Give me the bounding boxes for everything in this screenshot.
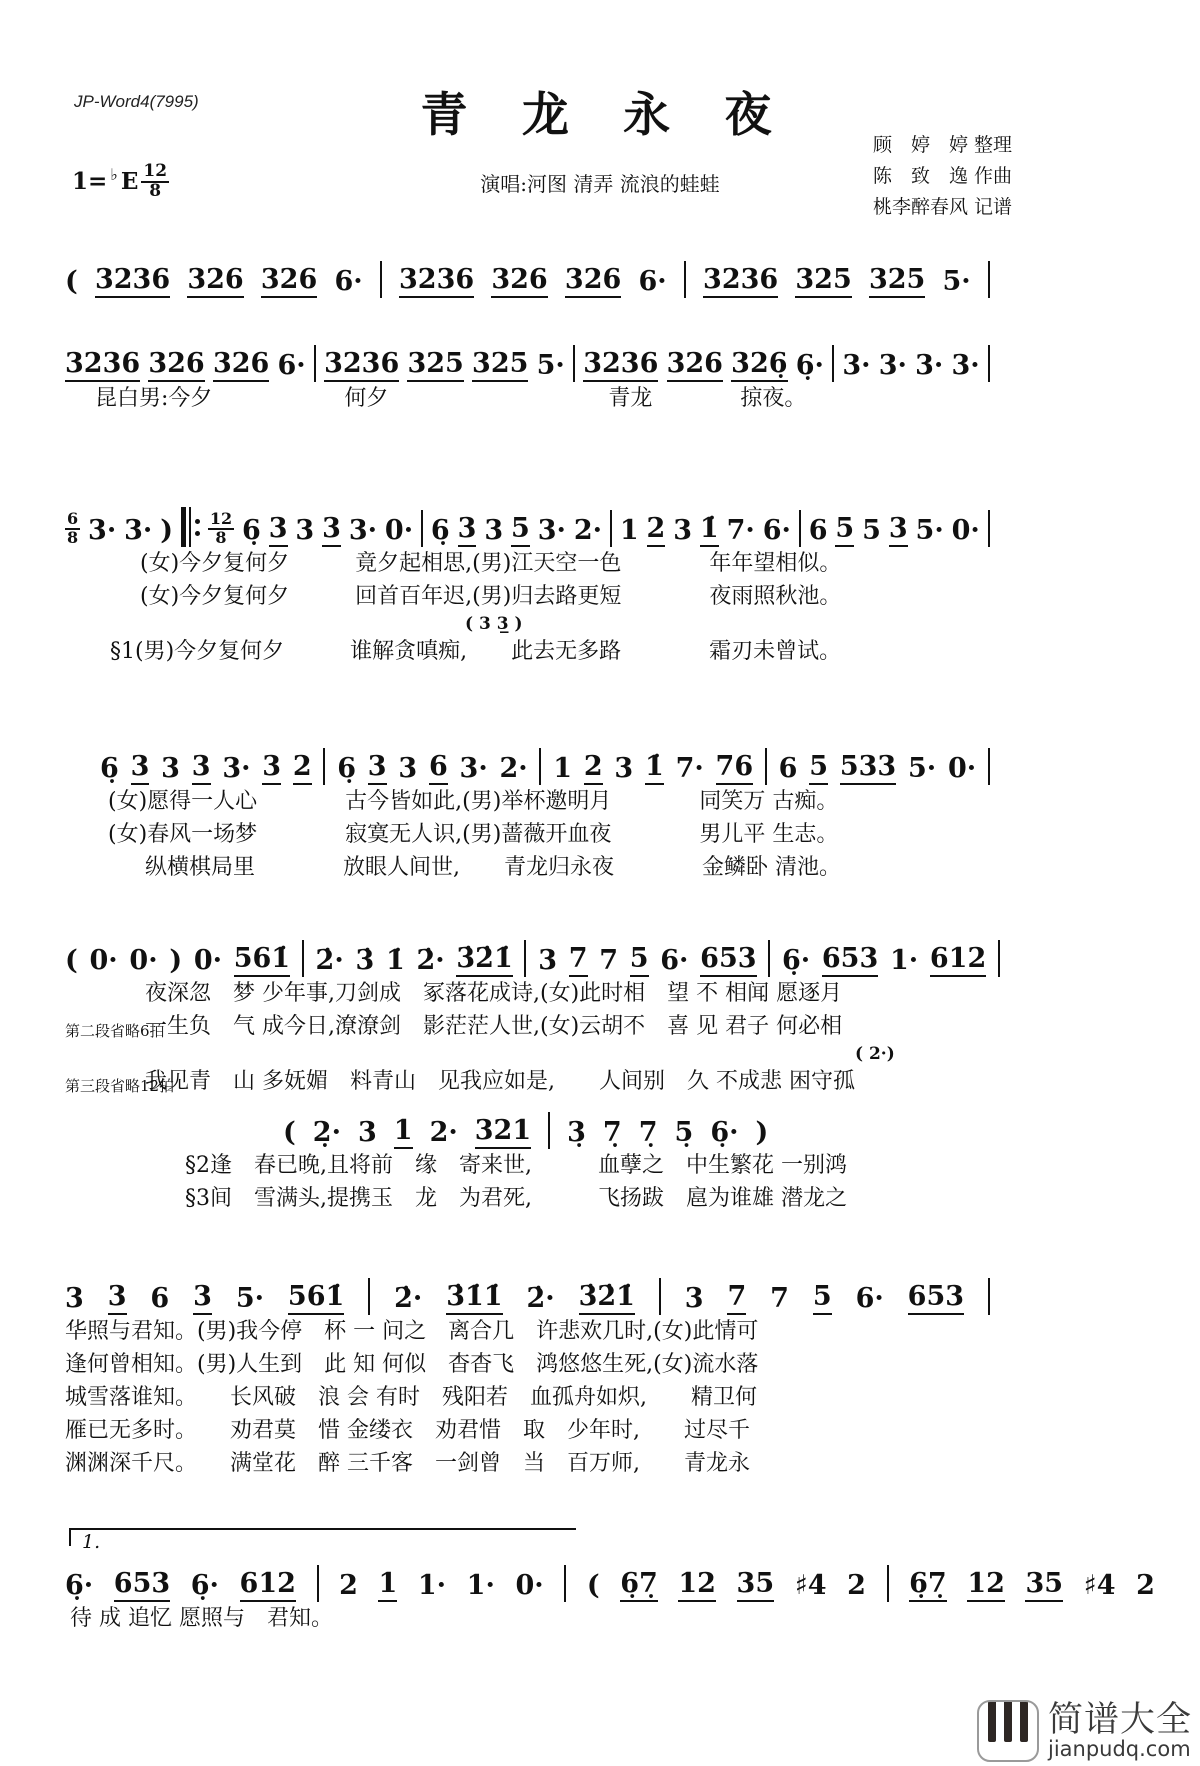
- lyric-text: (女)愿得一人心 古今皆如此,(男)举杯邀明月 同笑万 古痴。: [108, 789, 839, 814]
- note-token: 326: [187, 266, 243, 298]
- note-token: 3·: [951, 350, 980, 381]
- note-token: 3: [269, 515, 288, 547]
- lyric-line: [65, 580, 990, 613]
- note-token: 35: [1025, 1570, 1063, 1602]
- barline: [314, 345, 316, 382]
- note-token: 6: [778, 753, 798, 784]
- note-token: 325: [407, 350, 463, 382]
- site-brand: 简谱大全: [1047, 1700, 1192, 1741]
- note-token: 2̣·: [312, 1117, 341, 1148]
- note-token: (: [283, 1117, 296, 1148]
- note-token: 612: [240, 1570, 296, 1602]
- note-token: 7̣: [602, 1117, 622, 1148]
- notation-line: [100, 731, 990, 785]
- note-token: 3·: [915, 350, 944, 381]
- barline: [659, 1278, 661, 1315]
- note-token: 2·: [573, 515, 602, 546]
- note-token: (: [65, 266, 78, 297]
- note-token: 2: [293, 753, 312, 785]
- lyric-text: 雁已无多时。 劝君莫 惜 金缕衣 劝君惜 取 少年时, 过尽千: [65, 1418, 750, 1443]
- note-token: 3236: [95, 266, 170, 298]
- key-note: E: [120, 168, 139, 196]
- note-token: 7: [770, 1283, 789, 1314]
- lyric-text: ( 3 3̲ ): [465, 614, 523, 634]
- note-token: 325: [472, 350, 528, 382]
- note-token: 3: [398, 753, 418, 784]
- note-token: 76: [716, 753, 754, 785]
- note-token: 561̇: [234, 945, 290, 977]
- lyric-line: [65, 1010, 1000, 1043]
- note-token: 1·: [417, 1570, 447, 1601]
- note-token: 3·: [878, 350, 907, 381]
- time-signature: 12 8: [143, 161, 168, 201]
- note-token: 6·: [334, 266, 363, 297]
- note-token: 1: [378, 1570, 397, 1602]
- lyric-line: [65, 977, 1000, 1010]
- volta-label: 1.: [82, 1531, 101, 1553]
- inline-annotation: [65, 1043, 1000, 1065]
- note-token: 2̇·: [394, 1283, 423, 1314]
- lyric-text: 渊渊深千尺。 满堂花 醉 三千客 一剑曾 当 百万师, 青龙永: [65, 1451, 750, 1476]
- lyric-text: 昆白男:今夕 何夕 青龙 掠夜。: [95, 386, 807, 411]
- notation-line: [65, 244, 990, 298]
- note-token: 6̣: [100, 753, 119, 784]
- note-token: 326: [213, 350, 269, 382]
- site-watermark-text: [1048, 1702, 1192, 1760]
- note-token: 3·: [842, 350, 871, 381]
- key-signature: [72, 163, 169, 201]
- lyric-line: [65, 1381, 990, 1414]
- lyric-line: [65, 635, 990, 668]
- lyric-text: §2逢 春已晚,且将前 缘 寄来世, 血孽之 中生繁花 一别鸿: [185, 1153, 847, 1178]
- note-token: 3̣: [567, 1117, 586, 1148]
- note-token: 6̣·: [781, 945, 811, 976]
- note-token: 3236: [399, 266, 474, 298]
- barline: [564, 1565, 566, 1602]
- lyric-line: [65, 1414, 990, 1447]
- note-token: 2: [1136, 1570, 1155, 1601]
- note-token: 6̣·: [65, 1570, 94, 1601]
- note-token: 5: [809, 753, 828, 785]
- lyric-line: [65, 1182, 1000, 1215]
- barline: [573, 345, 575, 382]
- note-token: 7·: [675, 753, 704, 784]
- note-token: 2·: [499, 753, 528, 784]
- notation-line: [65, 1548, 1155, 1602]
- note-token: 326: [667, 350, 723, 382]
- lyric-line: [65, 547, 990, 580]
- barline: [548, 1112, 550, 1149]
- notation-line: [65, 1261, 990, 1315]
- note-token: 3: [684, 1283, 704, 1314]
- lyric-text: (女)今夕复何夕 竟夕起相思,(男)江天空一色 年年望相似。: [140, 551, 842, 576]
- note-token: 653: [908, 1283, 964, 1315]
- lyric-text: ( 2·): [855, 1044, 895, 1064]
- key-text: 1=: [72, 168, 108, 196]
- lyric-text: 逢何曾相知。(男)人生到 此 知 何似 杳杳飞 鸿悠悠生死,(女)流水落: [65, 1352, 759, 1377]
- note-token: 325: [795, 266, 851, 298]
- barline: [317, 1565, 319, 1602]
- note-token: 6: [808, 515, 828, 546]
- notation-system-4: [100, 731, 990, 884]
- lyric-text: 纵横棋局里 放眼人间世, 青龙归永夜 金鳞卧 清池。: [145, 855, 841, 880]
- note-token: 3: [458, 515, 477, 547]
- note-token: 6: [150, 1283, 170, 1314]
- note-token: ♯4: [1083, 1570, 1116, 1601]
- note-token: 3: [538, 945, 557, 976]
- note-token: 2̇·: [315, 945, 344, 976]
- note-token: 3·: [537, 515, 566, 546]
- note-token: 0·: [89, 945, 118, 976]
- note-token: 2: [584, 753, 603, 785]
- note-token: 3·: [124, 515, 153, 546]
- barline: [799, 510, 801, 547]
- notation-line: [65, 1098, 1000, 1149]
- credit-transcriber: 桃李醉春风 记谱: [872, 196, 1012, 218]
- note-token: 2̇·: [416, 945, 445, 976]
- note-token: 3: [108, 1283, 127, 1315]
- repeat-begin-sign: [181, 507, 200, 547]
- note-token: 3̇: [355, 945, 375, 976]
- note-token: 6·: [855, 1283, 884, 1314]
- note-token: 6: [429, 753, 448, 785]
- volta-bracket-1: [69, 1528, 576, 1553]
- note-token: 326̣: [731, 350, 787, 382]
- barline: [539, 748, 541, 785]
- note-token: 3: [193, 1283, 212, 1315]
- note-token: 35: [737, 1570, 775, 1602]
- barline: [610, 510, 612, 547]
- note-token: 1·: [466, 1570, 495, 1601]
- inline-annotation: [65, 613, 990, 635]
- barline: [988, 748, 990, 785]
- lyric-text: 城雪落谁知。 长风破 浪 会 有时 残阳若 血孤舟如炽, 精卫何: [65, 1385, 757, 1410]
- note-token: 6·: [660, 945, 689, 976]
- note-token: 612: [930, 945, 986, 977]
- note-token: 7: [569, 945, 588, 977]
- barline: [421, 510, 423, 547]
- note-token: 326: [261, 266, 317, 298]
- barline: [988, 510, 990, 547]
- piano-keys-icon: [977, 1700, 1039, 1762]
- note-token: 6·: [762, 515, 791, 546]
- note-token: 6̣·: [795, 350, 824, 381]
- lyric-text: §3间 雪满头,提携玉 龙 为君死, 飞扬跋 扈为谁雄 潜龙之: [185, 1186, 847, 1211]
- note-token: 326: [148, 350, 204, 382]
- notation-system-3: [65, 490, 990, 668]
- notation-line: [65, 490, 990, 547]
- note-token: 6̣: [337, 753, 357, 784]
- lyric-line: [100, 818, 990, 851]
- performer-credit: 演唱:河图 清弄 流浪的蛙蛙: [480, 172, 720, 196]
- barline: [684, 261, 686, 298]
- notation-system-5: [65, 923, 1000, 1215]
- note-token: 0·: [193, 945, 222, 976]
- note-token: 0·: [129, 945, 158, 976]
- barline: [368, 1278, 370, 1315]
- lyric-line: [100, 785, 990, 818]
- note-token: 5: [813, 1283, 832, 1315]
- barline: [524, 940, 526, 977]
- time-signature: 12 8: [209, 509, 233, 548]
- lyric-line: [65, 1065, 1000, 1098]
- note-token: 533: [840, 753, 896, 785]
- note-token: 6̣·: [710, 1117, 739, 1148]
- note-token: 3: [889, 515, 908, 547]
- lyric-text: 华照与君知。(男)我今停 杯 一 问之 离合几 许悲欢几时,(女)此情可: [65, 1319, 759, 1344]
- note-token: 1·: [889, 945, 919, 976]
- notation-system-7: [65, 1528, 1155, 1635]
- note-token: ): [169, 945, 183, 976]
- barline: [988, 345, 990, 382]
- note-token: 3·: [222, 753, 251, 784]
- lyric-line: [65, 1315, 990, 1348]
- note-token: 5·: [536, 350, 565, 381]
- note-token: 7: [599, 945, 619, 976]
- lyric-text: 一生负 气 成今日,潦潦剑 影茫茫人世,(女)云胡不 喜 见 君子 何必相: [145, 1014, 843, 1039]
- time-signature: 6 8: [67, 509, 79, 548]
- note-token: 2: [339, 1570, 358, 1601]
- barline: [765, 748, 767, 785]
- note-token: 3·: [88, 515, 117, 546]
- note-token: 5·: [915, 515, 944, 546]
- note-token: 653: [700, 945, 756, 977]
- note-token: (: [65, 945, 78, 976]
- note-token: 3236: [65, 350, 140, 382]
- note-token: 7̣: [638, 1117, 658, 1148]
- lyric-text: 夜深忽 梦 少年事,刀剑成 冢落花成诗,(女)此时相 望 不 相闻 愿逐月: [145, 981, 843, 1006]
- note-token: 6̣·: [190, 1570, 219, 1601]
- note-token: 1̇: [385, 945, 405, 976]
- note-token: 3: [131, 753, 150, 785]
- note-token: 12: [967, 1570, 1005, 1602]
- note-token: (: [586, 1570, 600, 1601]
- note-token: 3: [614, 753, 634, 784]
- note-token: 1̇: [700, 515, 719, 547]
- barline: [998, 940, 1000, 977]
- note-token: 653: [114, 1570, 170, 1602]
- generator-watermark: JP-Word4(7995): [74, 92, 199, 111]
- note-token: 6̣7̣: [909, 1570, 947, 1602]
- notation-system-2: [65, 328, 990, 415]
- note-token: 0·: [947, 753, 977, 784]
- note-token: 1: [619, 515, 639, 546]
- lyric-line: [65, 1447, 990, 1480]
- barline: [302, 940, 304, 977]
- note-token: 3: [484, 515, 504, 546]
- note-token: 6·: [638, 266, 667, 297]
- note-token: 5·: [235, 1283, 264, 1314]
- note-token: 653: [822, 945, 878, 977]
- note-token: 2: [647, 515, 666, 547]
- note-token: ♯4: [794, 1570, 827, 1601]
- barline: [887, 1565, 889, 1602]
- lyric-line: [65, 1149, 1000, 1182]
- note-token: 5: [511, 515, 530, 547]
- barline: [988, 1278, 990, 1315]
- section-skip-label: 第二段省略6拍: [65, 1022, 165, 1040]
- note-token: 2̇·: [526, 1283, 555, 1314]
- credits-block: [873, 130, 1012, 223]
- note-token: 3̇2̇1̇: [456, 945, 512, 977]
- note-token: 3: [65, 1283, 84, 1314]
- lyric-text: 我见青 山 多妩媚 料青山 见我应如是, 人间别 久 不成悲 困守孤: [145, 1069, 855, 1094]
- lyric-line: [65, 1348, 990, 1381]
- note-token: 3: [322, 515, 341, 547]
- note-token: 2·: [429, 1117, 458, 1148]
- note-token: 561̇: [288, 1283, 344, 1315]
- note-token: 6·: [277, 350, 306, 381]
- note-token: 0·: [384, 515, 414, 546]
- note-token: 3236: [324, 350, 399, 382]
- note-token: 7·: [726, 515, 755, 546]
- note-token: 1̇: [645, 753, 664, 785]
- note-token: ): [160, 515, 174, 546]
- song-title: 青 龙 永 夜: [420, 88, 780, 143]
- credit-arranger: 顾 婷 婷 整理: [872, 134, 1012, 156]
- note-token: 1: [553, 753, 573, 784]
- note-token: 3: [295, 515, 315, 546]
- note-token: 2: [847, 1570, 866, 1601]
- note-token: 5·: [907, 753, 937, 784]
- note-token: 3236: [703, 266, 778, 298]
- note-token: 7: [727, 1283, 746, 1315]
- lyric-text: (女)春风一场梦 寂寞无人识,(男)蔷薇开血夜 男儿平 生志。: [108, 822, 839, 847]
- note-token: 5·: [942, 266, 971, 297]
- note-token: 3̇1̇1̇: [446, 1283, 502, 1315]
- note-token: 3236: [583, 350, 658, 382]
- barline: [988, 261, 990, 298]
- note-token: 3: [368, 753, 387, 785]
- note-token: 12: [678, 1570, 716, 1602]
- site-watermark: [977, 1700, 1192, 1762]
- lyric-text: §1(男)今夕复何夕 谁解贪嗔痴, 此去无多路 霜刃未曾试。: [110, 639, 842, 664]
- notation-line: [65, 328, 990, 382]
- note-token: 6̣: [242, 515, 261, 546]
- note-token: 5̣: [674, 1117, 694, 1148]
- note-token: 321: [475, 1117, 531, 1149]
- notation-system-intro: [65, 244, 990, 298]
- site-url: jianpudq.com: [1047, 1736, 1191, 1761]
- lyric-text: 待 成 追忆 愿照与 君知。: [70, 1606, 333, 1631]
- note-token: 1: [394, 1117, 413, 1149]
- note-token: 5: [630, 945, 649, 977]
- note-token: 3: [262, 753, 281, 785]
- note-token: 6̣: [430, 515, 450, 546]
- note-token: 3: [161, 753, 180, 784]
- note-token: 3: [192, 753, 211, 785]
- barline: [832, 345, 834, 382]
- lyric-line: [65, 382, 990, 415]
- note-token: 325: [869, 266, 925, 298]
- barline: [768, 940, 770, 977]
- note-token: 0·: [951, 515, 980, 546]
- flat-icon: ♭: [110, 165, 118, 185]
- note-token: 5: [835, 515, 854, 547]
- note-token: 3: [673, 515, 693, 546]
- notation-line: [65, 923, 1000, 977]
- section-skip-label: 第三段省略12拍: [65, 1077, 175, 1095]
- note-token: 3̇2̇1̇: [579, 1283, 635, 1315]
- notation-system-6: [65, 1261, 990, 1480]
- note-token: ): [755, 1117, 769, 1148]
- lyric-line: [65, 1602, 1155, 1635]
- barline: [323, 748, 325, 785]
- credit-composer: 陈 致 逸 作曲: [872, 165, 1012, 187]
- note-token: 0·: [515, 1570, 544, 1601]
- note-token: 6̣7̣: [620, 1570, 658, 1602]
- note-token: 3: [357, 1117, 377, 1148]
- barline: [380, 261, 382, 298]
- note-token: 3·: [348, 515, 377, 546]
- lyric-line: [100, 851, 990, 884]
- note-token: 326: [565, 266, 621, 298]
- lyric-text: (女)今夕复何夕 回首百年迟,(男)归去路更短 夜雨照秋池。: [140, 584, 842, 609]
- note-token: 326: [491, 266, 547, 298]
- note-token: 5: [862, 515, 881, 546]
- note-token: 3·: [459, 753, 488, 784]
